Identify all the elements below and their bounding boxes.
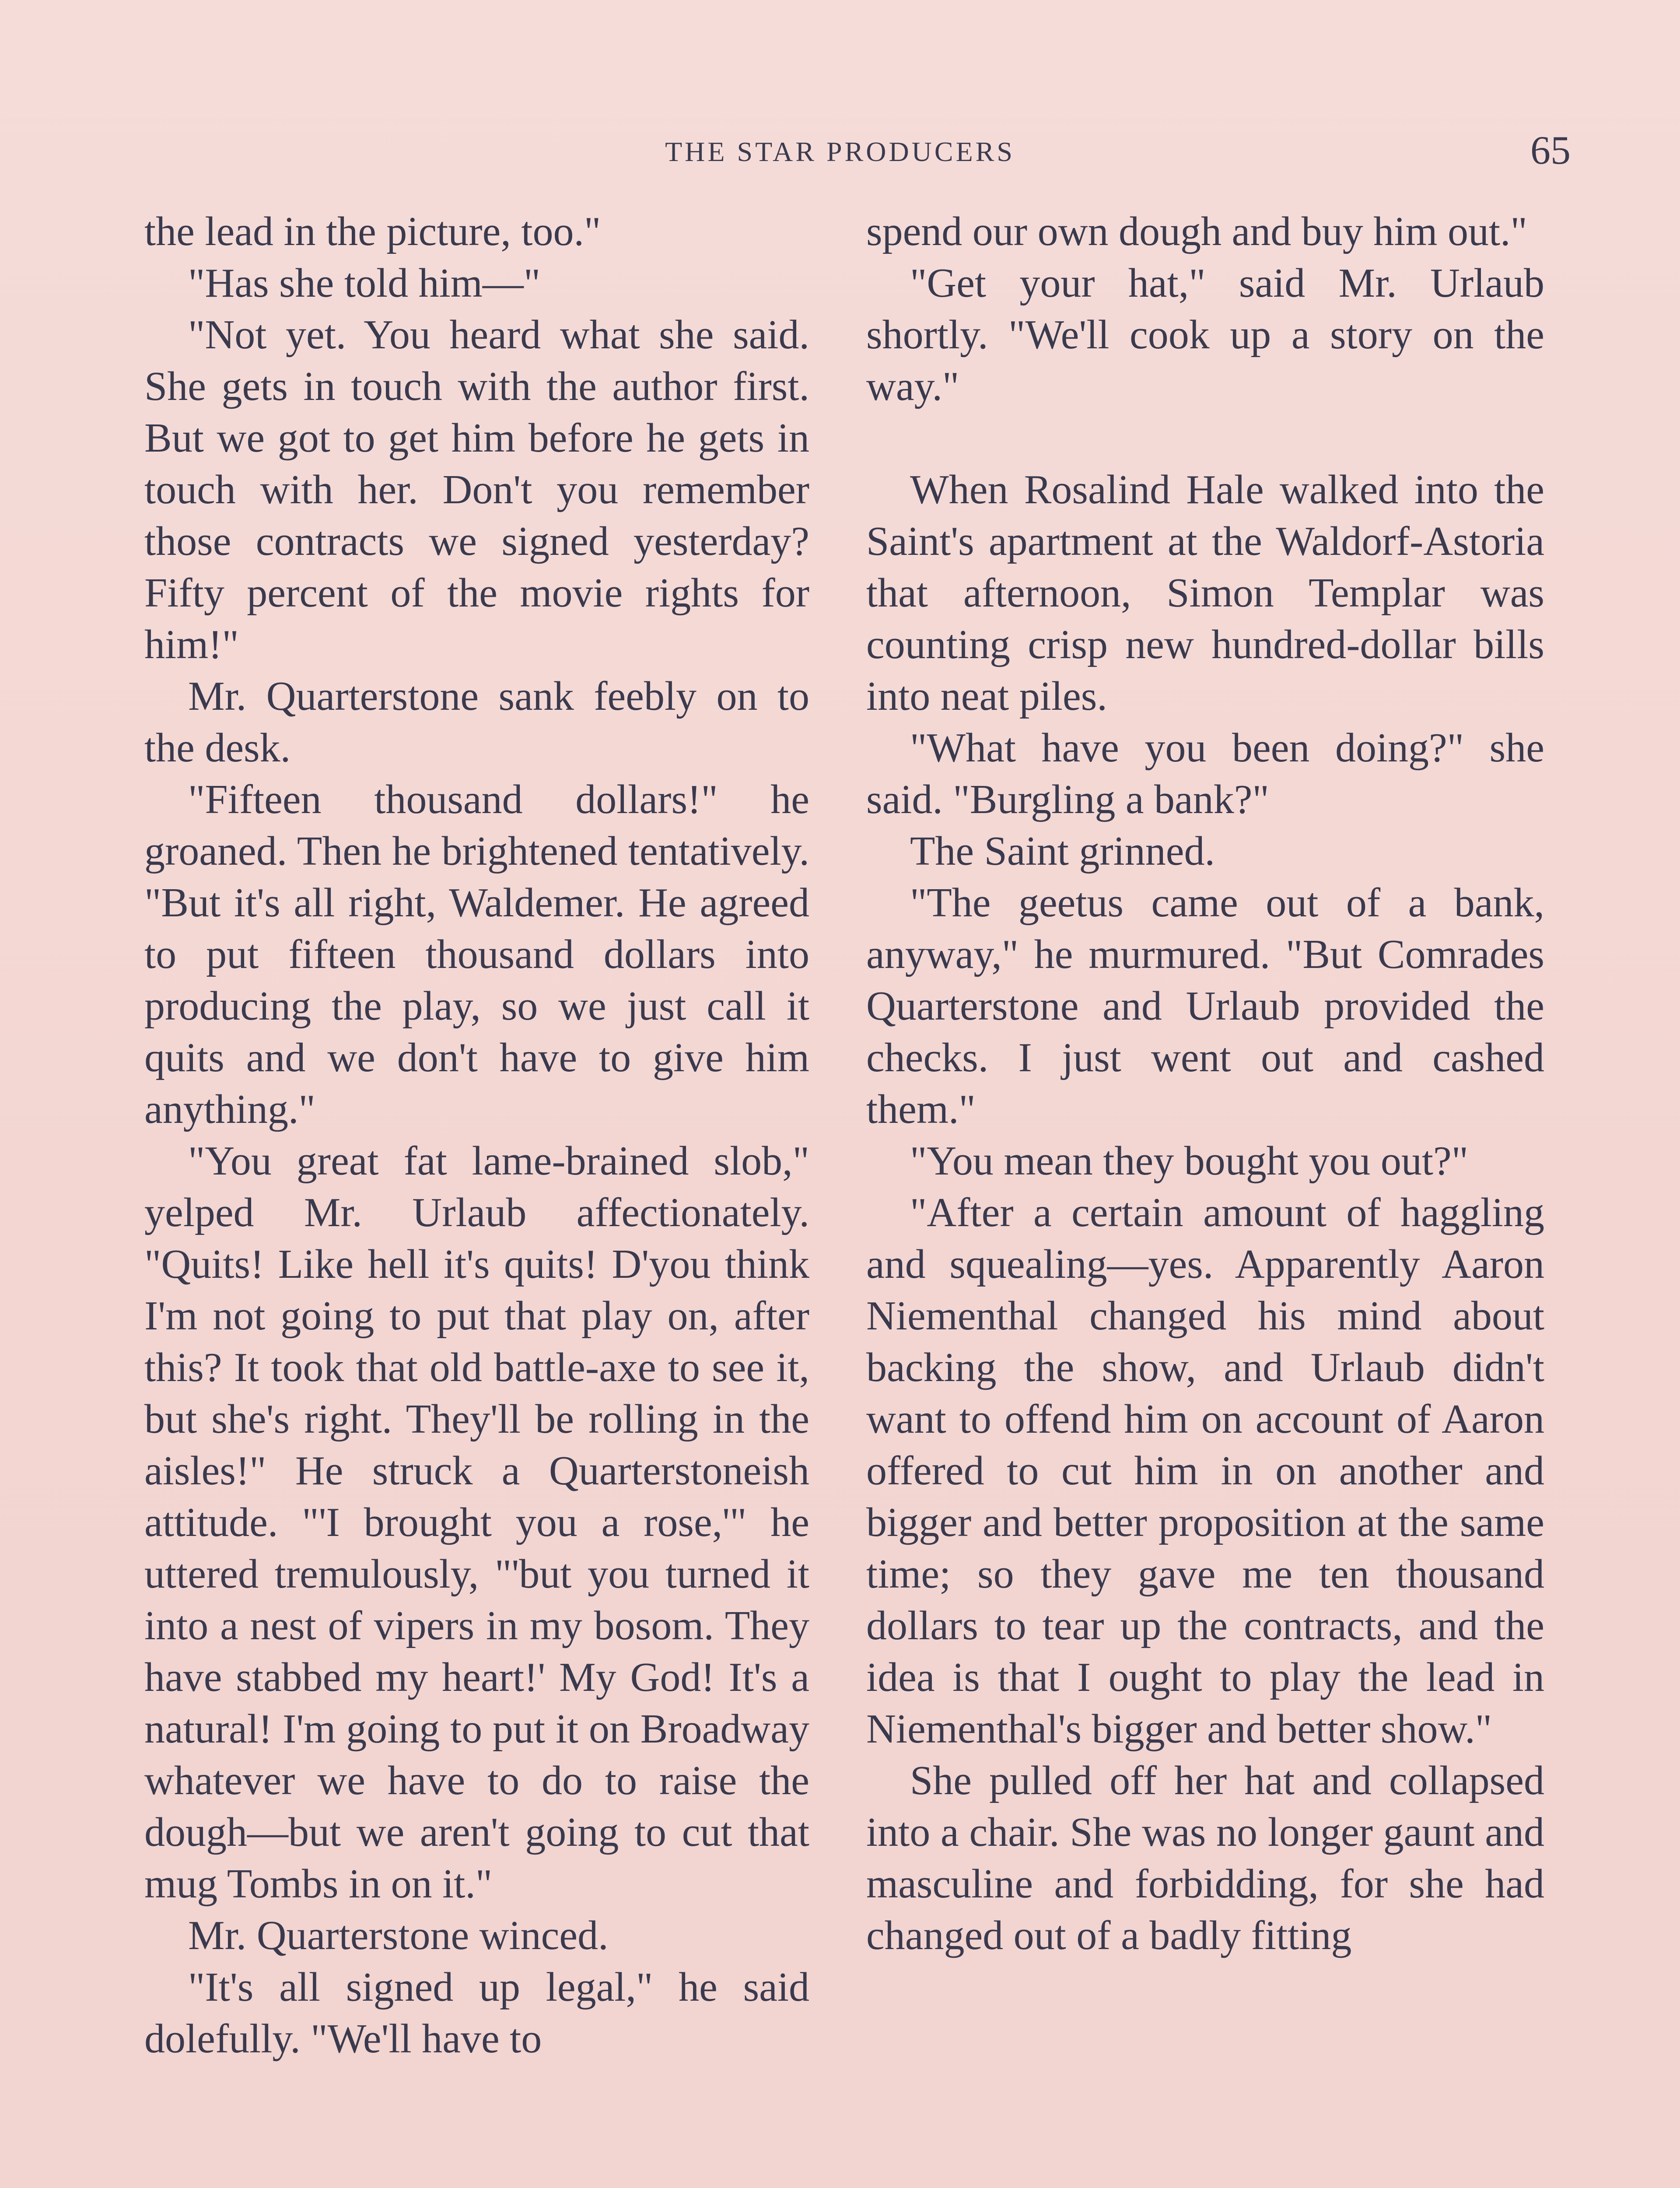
page-number: 65 — [1530, 128, 1571, 172]
paragraph: "Get your hat," said Mr. Urlaub shortly. "We'll cook up a story on the way." — [866, 260, 1544, 409]
paragraph: The Saint grinned. — [910, 828, 1215, 874]
paragraph: "You mean they bought you out?" — [910, 1138, 1469, 1184]
running-title: THE STAR PRODUCERS — [665, 136, 1015, 167]
paragraph: Mr. Quarterstone sank feebly on to the desk. — [144, 673, 809, 771]
paragraph: the lead in the picture, too." — [144, 209, 601, 254]
paragraph: Mr. Quarterstone winced. — [188, 1913, 609, 1958]
paragraph: "The geetus came out of a bank, anyway," he murmured. "But Comrades Quarterstone and Urlaub provided the checks. I just went out and cashed them." — [866, 880, 1544, 1132]
paragraph: "It's all signed up legal," he said dolefully. "We'll have to — [144, 1964, 809, 2062]
paragraph: She pulled off her hat and collapsed into a chair. She was no longer gaunt and masculine and forbidding, for she had changed out of a badly fitting — [866, 1758, 1544, 1958]
paragraph: "After a certain amount of haggling and squealing—yes. Apparently Aaron Niementhal changed his mind about backing the show, and Urlaub didn't want to offend him on account of Aaron offered to cut him in on another and bigger and better proposition at the same time; so they gave me ten thousand dollars to tear up the contracts, and the idea is that I ought to play the lead in Niementhal's bigger and better show." — [866, 1190, 1544, 1752]
paragraph: "What have you been doing?" she said. "Burgling a bank?" — [866, 725, 1544, 822]
paragraph: "Not yet. You heard what she said. She gets in touch with the author first. But we got to get him before he gets in touch with her. Don't you remember those contracts we signed yesterday? Fifty percent of the movie rights for him!" — [144, 312, 809, 667]
paragraph: When Rosalind Hale walked into the Saint's apartment at the Waldorf-Astoria that afternoon, Simon Templar was counting crisp new hundred-dollar bills into neat piles. — [866, 467, 1544, 719]
right-column — [866, 206, 1544, 1961]
paragraph: "Has she told him—" — [188, 260, 541, 306]
paragraph: "Fifteen thousand dollars!" he groaned. Then he brightened tentatively. "But it's all right, Waldemer. He agreed to put fifteen thousand dollars into producing the play, so we just call it quits and we don't have to give him anything." — [144, 777, 809, 1132]
paragraph: spend our own dough and buy him out." — [866, 209, 1527, 254]
left-column — [144, 206, 809, 2065]
paragraph: "You great fat lame-brained slob," yelped Mr. Urlaub affectionately. "Quits! Like hell it's quits! D'you think I'm not going to put that play on, after this? It took that old battle-axe to see it, but she's right. They'll be rolling in the aisles!" He struck a Quarterstoneish attitude. "'I brought you a rose,'" he uttered tremulously, "'but you turned it into a nest of vipers in my bosom. They have stabbed my heart!' My God! It's a natural! I'm going to put it on Broadway whatever we have to do to raise the dough—but we aren't going to cut that mug Tombs in on it." — [144, 1138, 809, 1907]
